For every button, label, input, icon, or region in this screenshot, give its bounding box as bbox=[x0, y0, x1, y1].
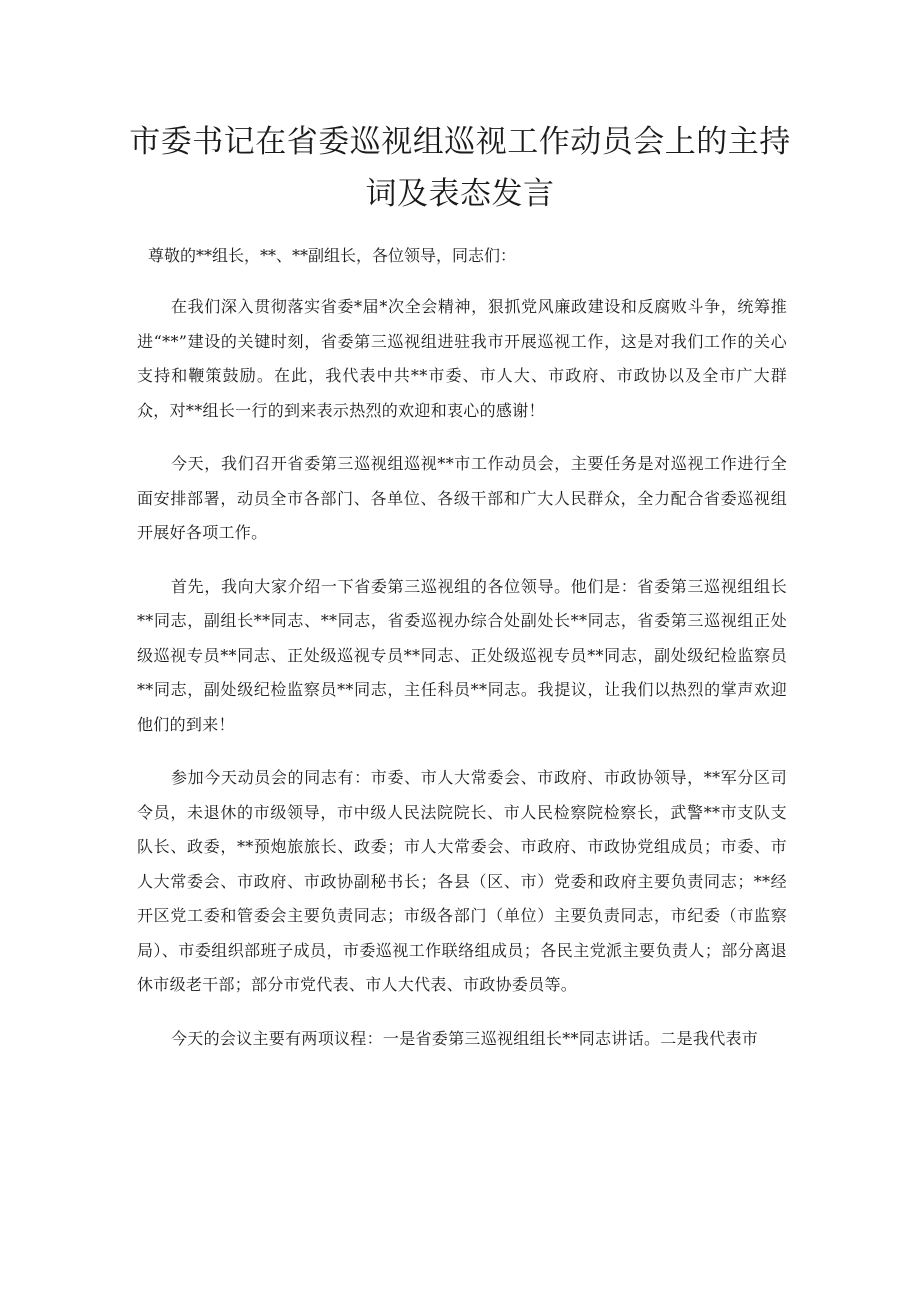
paragraph-agenda: 今天的会议主要有两项议程：一是省委第三巡视组组长**同志讲话。二是我代表市 bbox=[171, 1028, 759, 1048]
paragraph-welcome: 在我们深入贯彻落实省委*届*次全会精神，狠抓党风廉政建设和反腐败斗争，统筹推进“**”建设的关键时刻，省委第三巡视组进驻我市开展巡视工作，这是对我们工作的关心支持和鞭策鼓励。在此，我代表中共**市委、市人大、市政府、市政协以及全市广大群众，对**组长一行的到来表示热烈的欢迎和衷心的感谢！ bbox=[137, 297, 787, 420]
salutation: 尊敬的**组长，**、**副组长，各位领导，同志们： bbox=[148, 246, 517, 265]
paragraph-introduction: 首先，我向大家介绍一下省委第三巡视组的各位领导。他们是：省委第三巡视组组长**同志，副组长**同志、**同志，省委巡视办综合处副处长**同志，省委第三巡视组正处级巡视专员**同志、正处级巡视专员**同志、正处级巡视专员**同志，副处级纪检监察员**同志，副处级纪检监察员**同志，主任科员**同志。我提议，让我们以热烈的掌声欢迎他们的到来！ bbox=[137, 576, 787, 734]
paragraph-meeting-purpose: 今天，我们召开省委第三巡视组巡视**市工作动员会，主要任务是对巡视工作进行全面安排部署，动员全市各部门、各单位、各级干部和广大人民群众，全力配合省委巡视组开展好各项工作。 bbox=[137, 454, 787, 542]
document-body bbox=[137, 241, 787, 1075]
paragraph-attendees: 参加今天动员会的同志有：市委、市人大常委会、市政府、市政协领导，**军分区司令员，未退休的市级领导，市中级人民法院院长、市人民检察院检察长，武警**市支队支队长、政委，**预炮旅旅长、政委；市人大常委会、市政府、市政协党组成员；市委、市人大常委会、市政府、市政协副秘书长；各县（区、市）党委和政府主要负责同志；**经开区党工委和管委会主要负责同志；市级各部门（单位）主要负责同志，市纪委（市监察局）、市委组织部班子成员，市委巡视工作联络组成员；各民主党派主要负责人；部分离退休市级老干部；部分市党代表、市人大代表、市政协委员等。 bbox=[137, 768, 787, 994]
document-title: 市委书记在省委巡视组巡视工作动员会上的主持词及表态发言 bbox=[129, 124, 791, 212]
